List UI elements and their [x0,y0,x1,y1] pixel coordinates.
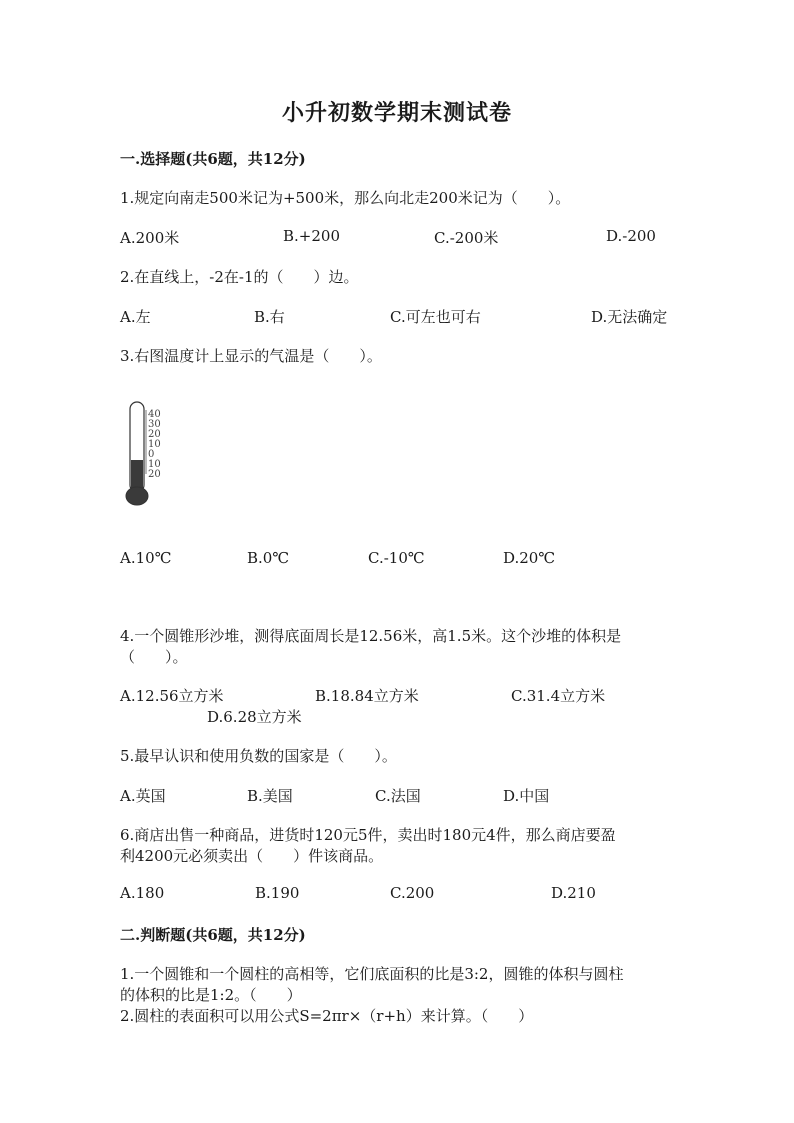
judge-question-2: 2.圆柱的表面积可以用公式S=2πr×（r+h）来计算。（ ） [120,1007,534,1025]
q5-option-c: C.法国 [375,787,421,805]
scale-label: 20 [148,469,161,480]
scale-label: 20 [148,429,161,440]
page-title: 小升初数学期末测试卷 [281,100,512,126]
scale-label: 30 [148,419,161,430]
question-4: 4.一个圆锥形沙堆，测得底面周长是12.56米，高1.5米。这个沙堆的体积是 [120,627,622,645]
q4-option-b: B.18.84立方米 [315,687,419,705]
q1-option-a: A.200米 [120,229,180,247]
q3-option-c: C.-10℃ [368,549,425,567]
q4-option-a: A.12.56立方米 [120,687,224,705]
question-4-cont: （ ）。 [120,648,188,666]
q2-option-a: A.左 [120,308,151,326]
scale-label: 0 [148,449,155,460]
q1-option-d: D.-200 [606,227,656,245]
q1-option-b: B.+200 [283,227,340,245]
scale-label: 40 [148,409,161,420]
question-2: 2.在直线上，-2在-1的（ ）边。 [120,268,359,286]
scale-label: 10 [148,439,161,450]
q4-option-d: D.6.28立方米 [207,708,302,726]
section-heading-judge: 二.判断题(共6题，共12分) [120,926,306,944]
thermometer-figure [124,400,174,510]
q2-option-c: C.可左也可右 [390,308,481,326]
section-heading-choice: 一.选择题(共6题，共12分) [120,150,306,168]
judge-question-1-cont: 的体积的比是1:2。（ ） [120,986,302,1004]
judge-question-1: 1.一个圆锥和一个圆柱的高相等，它们底面积的比是3:2，圆锥的体积与圆柱 [120,965,624,983]
q3-option-a: A.10℃ [120,549,172,567]
q6-option-a: A.180 [120,884,165,902]
q2-option-b: B.右 [254,308,285,326]
question-1: 1.规定向南走500米记为+500米，那么向北走200米记为（ ）。 [120,189,571,207]
question-3: 3.右图温度计上显示的气温是（ ）。 [120,347,382,365]
q6-option-c: C.200 [390,884,435,902]
q3-option-b: B.0℃ [247,549,290,567]
question-6: 6.商店出售一种商品，进货时120元5件，卖出时180元4件，那么商店要盈 [120,826,616,844]
thermometer-bulb [126,487,148,505]
q5-option-a: A.英国 [120,787,166,805]
scale-label: 10 [148,459,161,470]
q5-option-d: D.中国 [503,787,550,805]
question-6-cont: 利4200元必须卖出（ ）件该商品。 [120,847,384,865]
q4-option-c: C.31.4立方米 [511,687,606,705]
q3-option-d: D.20℃ [503,549,556,567]
q1-option-c: C.-200米 [434,229,499,247]
q2-option-d: D.无法确定 [591,308,668,326]
q6-option-d: D.210 [551,884,596,902]
question-5: 5.最早认识和使用负数的国家是（ ）。 [120,747,397,765]
q5-option-b: B.美国 [247,787,293,805]
q6-option-b: B.190 [255,884,300,902]
